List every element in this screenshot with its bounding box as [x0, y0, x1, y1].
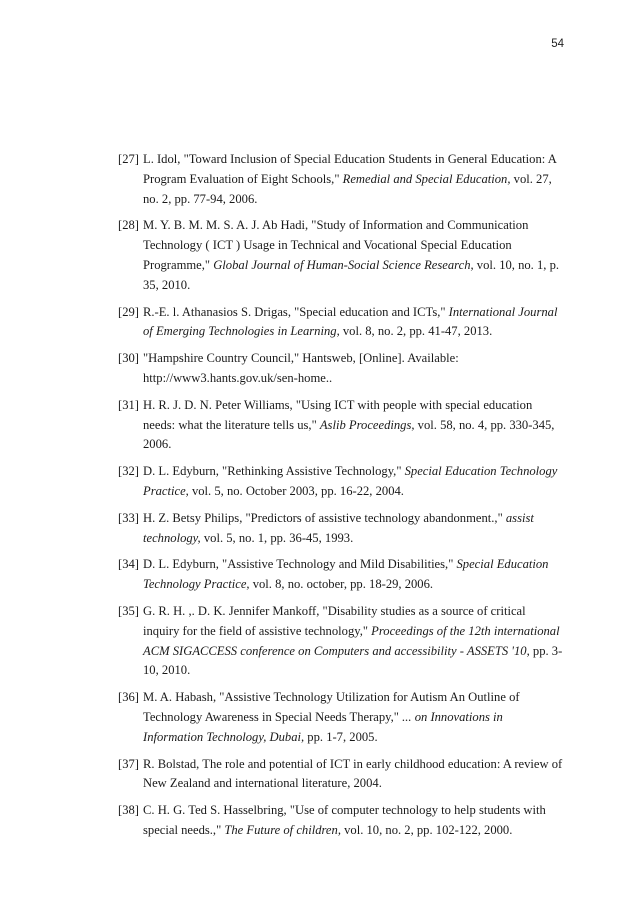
reference-number: [33] — [118, 510, 139, 525]
reference-item — [118, 150, 564, 209]
reference-text — [143, 303, 564, 343]
reference-number: [30] — [118, 351, 139, 366]
reference-number: [37] — [118, 756, 139, 771]
reference-source: Global Journal of Human-Social Science Research, — [213, 257, 474, 272]
reference-item — [118, 509, 564, 549]
reference-authors-title: G. R. H. ,. D. K. Jennifer Mankoff, "Disability studies as a source of critical inquiry for the field of assistive technology," — [143, 603, 526, 638]
reference-number: [36] — [118, 690, 139, 705]
reference-text — [143, 801, 564, 841]
reference-number: [27] — [118, 152, 139, 166]
reference-authors-title: D. L. Edyburn, "Assistive Technology and Mild Disabilities," — [143, 557, 457, 572]
reference-item — [118, 216, 564, 295]
reference-authors-title: M. A. Habash, "Assistive Technology Utilization for Autism An Outline of Technology Awareness in Special Needs Therapy," — [143, 690, 520, 724]
reference-list — [118, 150, 564, 848]
reference-item — [118, 349, 564, 389]
reference-details: vol. 5, no. 1, pp. 36-45, 1993. — [200, 530, 354, 545]
reference-text — [143, 755, 564, 795]
reference-authors-title: "Hampshire Country Council," Hantsweb, [Online]. Available: http://www3.hants.gov.uk/sen-home.. — [143, 351, 459, 385]
reference-item — [118, 688, 564, 747]
reference-number: [38] — [118, 803, 139, 818]
reference-text — [143, 688, 564, 747]
reference-number: [28] — [118, 218, 139, 233]
reference-item — [118, 462, 564, 502]
reference-details: vol. 58, no. 4, pp. 330-345, 2006. — [143, 417, 555, 452]
reference-number: [34] — [118, 557, 139, 572]
reference-number: [32] — [118, 464, 139, 479]
reference-source: Special Education Technology Practice, — [143, 557, 549, 592]
reference-details: pp. 3-10, 2010. — [143, 643, 563, 678]
reference-authors-title: D. L. Edyburn, "Rethinking Assistive Technology," — [143, 464, 405, 479]
reference-number: [29] — [118, 304, 139, 319]
reference-number: [31] — [118, 397, 139, 412]
reference-source: Remedial and Special Education, — [342, 171, 511, 186]
reference-details: vol. 8, no. 2, pp. 41-47, 2013. — [339, 324, 493, 339]
reference-text — [143, 396, 564, 455]
reference-text — [143, 602, 564, 681]
reference-details: vol. 27, no. 2, pp. 77-94, 2006. — [143, 171, 552, 206]
reference-item — [118, 755, 564, 795]
reference-text — [143, 216, 564, 295]
reference-number: [35] — [118, 603, 139, 618]
reference-item — [118, 555, 564, 595]
reference-text — [143, 462, 564, 502]
reference-item — [118, 602, 564, 681]
reference-source: assist technology, — [143, 510, 534, 545]
reference-source: Special Education Technology Practice, — [143, 464, 558, 498]
reference-item — [118, 396, 564, 455]
reference-source: The Future of children, — [224, 822, 341, 837]
reference-authors-title: H. R. J. D. N. Peter Williams, "Using ICT with people with special education needs: what the literature tells us," — [143, 397, 533, 432]
reference-authors-title: L. Idol, "Toward Inclusion of Special Education Students in General Education: A Program Evaluation of Eight Schools," — [143, 152, 557, 186]
reference-authors-title: R. Bolstad, The role and potential of ICT in early childhood education: A review of New Zealand and international literature, 2004. — [143, 756, 563, 791]
reference-text — [143, 349, 564, 389]
reference-item — [118, 303, 564, 343]
reference-item — [118, 801, 564, 841]
reference-details: pp. 1-7, 2005. — [304, 729, 378, 744]
reference-source: International Journal of Emerging Technologies in Learning, — [143, 304, 558, 339]
reference-text — [143, 150, 564, 209]
reference-details: vol. 5, no. October 2003, pp. 16-22, 2004. — [188, 483, 404, 498]
reference-authors-title: C. H. G. Ted S. Hasselbring, "Use of computer technology to help students with special needs.," — [143, 803, 546, 837]
reference-details: vol. 8, no. october, pp. 18-29, 2006. — [249, 577, 434, 592]
reference-details: vol. 10, no. 2, pp. 102-122, 2000. — [340, 822, 513, 837]
reference-source: ... on Innovations in Information Technology, Dubai, — [143, 709, 503, 744]
reference-text — [143, 555, 564, 595]
reference-authors-title: R.-E. l. Athanasios S. Drigas, "Special education and ICTs," — [143, 304, 449, 319]
reference-source: Aslib Proceedings, — [319, 417, 415, 432]
reference-authors-title: H. Z. Betsy Philips, "Predictors of assistive technology abandonment.," — [143, 510, 506, 525]
page-number: 54 — [551, 38, 564, 50]
reference-source: Proceedings of the 12th international ACM SIGACCESS conference on Computers and accessibility - ASSETS '10, — [143, 623, 560, 658]
reference-authors-title: M. Y. B. M. M. S. A. J. Ab Hadi, "Study of Information and Communication Technology ( ICT ) Usage in Technical and Vocational Special Education Programme," — [143, 218, 529, 272]
reference-details: vol. 10, no. 1, p. 35, 2010. — [143, 257, 560, 292]
reference-text — [143, 509, 564, 549]
